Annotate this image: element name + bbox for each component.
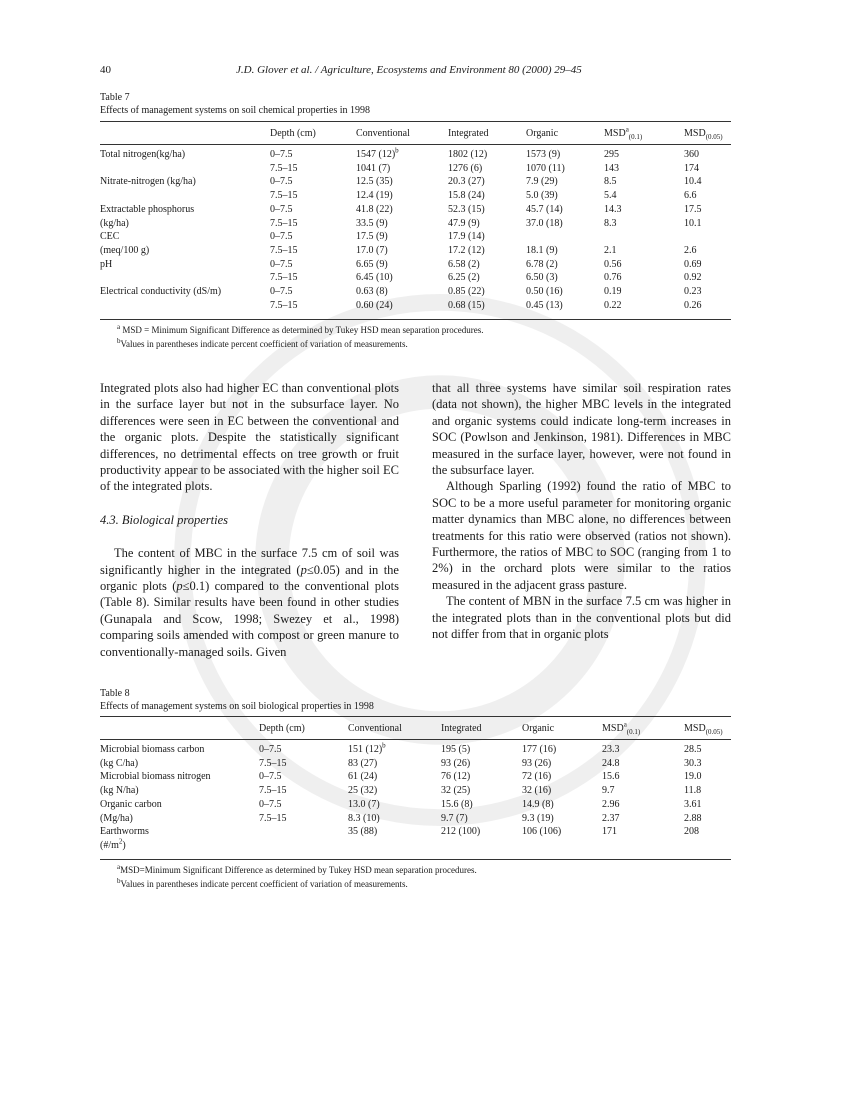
table-cell: 0.26: [684, 299, 702, 311]
table-row: [100, 230, 731, 244]
table-cell: 0–7.5: [259, 744, 282, 755]
table-cell: (Mg/ha): [100, 812, 133, 824]
table-cell: 7.9 (29): [526, 176, 558, 188]
paragraph: Integrated plots also had higher EC than conventional plots in the surface layer but not in the subsurface layer. No differences were seen in EC between the conventional and the organic plots. Despite the statistically significant differences, no detrimental effects on tree growth or fruit productivity appear to be associated with the higher soil EC of the integrated plots.: [100, 381, 399, 494]
table-cell: 3.61: [684, 798, 702, 810]
table7-header-rule: [100, 144, 731, 145]
table-cell: 8.3 (10): [348, 812, 380, 824]
table-cell: 10.1: [684, 217, 702, 229]
table-cell: 93 (26): [522, 757, 552, 769]
table-row: [100, 784, 731, 798]
table-row: [100, 770, 731, 784]
table-cell: 15.6 (8): [441, 798, 473, 810]
table-cell: [259, 825, 348, 839]
table7-header-cell: Integrated: [448, 128, 489, 139]
table-cell: Nitrate-nitrogen (kg/ha): [100, 176, 196, 188]
table-cell: [526, 230, 604, 244]
paragraph: Although Sparling (1992) found the ratio of MBC to SOC to be a more useful parameter for monitoring organic matter dynamics than MBC alone, no differences between treatments for this ratio were observed (ratios not shown). Furthermore, the ratios of MBC to SOC (ranging from 1 to 2%) in the orchard plots were similar to the ratios measured in the adjacent grass pasture.: [432, 479, 731, 592]
table-cell: 24.8: [602, 757, 620, 769]
table8-footnote-b: $^b$Values in parentheses indicate percent coefficient of variation of measurements.: [117, 877, 408, 889]
table-cell: $(\#/m^2)$: [100, 837, 126, 851]
table8-header-cell: Integrated: [441, 723, 482, 734]
table-cell: 2.6: [684, 244, 697, 256]
table7-footnote-a: $^a$ MSD = Minimum Significant Difference as determined by Tukey HSD mean separation procedures.: [117, 323, 484, 335]
table-cell: 0–7.5: [259, 798, 282, 810]
table-cell: 106 (106): [522, 826, 562, 838]
table-cell: 12.4 (19): [356, 190, 393, 202]
table-cell: 52.3 (15): [448, 203, 485, 215]
table-cell: 0–7.5: [270, 149, 293, 160]
table-cell: 28.5: [684, 744, 702, 755]
table7-header-cell: Organic: [526, 128, 559, 139]
table-cell: 0.56: [604, 258, 622, 270]
table-cell: 7.5–15: [270, 299, 298, 311]
table-cell: 0.23: [684, 286, 702, 298]
table8-caption: Effects of management systems on soil biological properties in 1998: [100, 701, 374, 712]
table-cell: 6.50 (3): [526, 272, 558, 284]
table-cell: 1276 (6): [448, 162, 483, 174]
table-row: [100, 203, 731, 217]
table-cell: 32 (25): [441, 785, 471, 797]
table-cell: 14.9 (8): [522, 798, 554, 810]
running-title: J.D. Glover et al. / Agriculture, Ecosystems and Environment 80 (2000) 29–45: [236, 64, 582, 76]
table-cell: 19.0: [684, 771, 702, 783]
table-cell: 0–7.5: [270, 203, 293, 215]
paragraph: The content of MBN in the surface 7.5 cm was higher in the integrated plots than in the conventional plots but did not differ from that in organic plots: [432, 594, 731, 642]
table-cell: 76 (12): [441, 771, 471, 783]
table-row: [100, 825, 731, 839]
table-cell: 72 (16): [522, 771, 552, 783]
table-cell: 195 (5): [441, 744, 471, 755]
table-cell: 0.85 (22): [448, 286, 485, 298]
table7-label: Table 7: [100, 92, 130, 103]
table-cell: Earthworms: [100, 826, 149, 838]
table-cell: 1573 (9): [526, 149, 561, 160]
table-cell: 0.60 (24): [356, 299, 393, 311]
table-cell: 2.88: [684, 812, 702, 824]
table-cell: Electrical conductivity (dS/m): [100, 286, 222, 298]
table-cell: 177 (16): [522, 744, 557, 755]
table-cell: 37.0 (18): [526, 217, 563, 229]
table-cell: 208: [684, 826, 699, 838]
table-cell: 0.50 (16): [526, 286, 563, 298]
table-row: [100, 258, 731, 272]
table-row: [100, 175, 731, 189]
table-row: [100, 285, 731, 299]
table-cell: 8.3: [604, 217, 617, 229]
table-cell: 25 (32): [348, 785, 378, 797]
table-row: [100, 271, 731, 285]
table-cell: 0.92: [684, 272, 702, 284]
table-cell: 93 (26): [441, 757, 471, 769]
table-cell: 0–7.5: [270, 286, 293, 298]
table-cell: [100, 189, 270, 203]
table-row: [100, 189, 731, 203]
table-cell: 17.5 (9): [356, 231, 388, 243]
table-cell: 6.78 (2): [526, 258, 558, 270]
table-cell: 7.5–15: [259, 812, 287, 824]
table-cell: 5.4: [604, 190, 617, 202]
table7-footnote-b: $^b$Values in parentheses indicate percent coefficient of variation of measurements.: [117, 337, 408, 349]
table7-caption: Effects of management systems on soil chemical properties in 1998: [100, 105, 371, 116]
table-cell: 35 (88): [348, 826, 378, 838]
table8-header-cell: $MSD_{(0.05)}$: [684, 723, 723, 736]
table-cell: [604, 230, 684, 244]
table-cell: 0.69: [684, 258, 702, 270]
table-cell: 0–7.5: [270, 258, 293, 270]
section-heading: 4.3. Biological properties: [100, 512, 228, 527]
table-cell: 7.5–15: [270, 244, 298, 256]
left-column: [100, 380, 399, 660]
table-cell: Microbial biomass carbon: [100, 744, 205, 755]
table-cell: [348, 839, 441, 853]
table-row: [100, 743, 731, 757]
table-cell: 6.25 (2): [448, 272, 480, 284]
table-cell: 1041 (7): [356, 162, 391, 174]
table-row: [100, 299, 731, 313]
table-cell: 9.7 (7): [441, 812, 468, 824]
table-cell: 2.1: [604, 244, 617, 256]
table-cell: 6.45 (10): [356, 272, 393, 284]
table-row: [100, 812, 731, 826]
table-cell: 83 (27): [348, 757, 378, 769]
table7-header-cell: Conventional: [356, 128, 410, 139]
table-cell: 7.5–15: [270, 272, 298, 284]
table-cell: 23.3: [602, 744, 620, 755]
table-cell: Total nitrogen(kg/ha): [100, 149, 186, 160]
table-row: [100, 839, 731, 853]
table-cell: 0–7.5: [259, 771, 282, 783]
table-cell: (meq/100 g): [100, 244, 150, 256]
table-cell: 17.5: [684, 203, 702, 215]
table-cell: 32 (16): [522, 785, 552, 797]
table-cell: 212 (100): [441, 826, 481, 838]
table-row: [100, 244, 731, 258]
table-cell: 6.65 (9): [356, 258, 388, 270]
table-row: [100, 757, 731, 771]
table-cell: 9.7: [602, 785, 615, 797]
table-cell: Extractable phosphorus: [100, 203, 195, 215]
table-cell: 2.96: [602, 798, 620, 810]
table-cell: [684, 230, 731, 244]
table-cell: 7.5–15: [259, 757, 287, 769]
table-row: [100, 148, 731, 162]
table8-label: Table 8: [100, 688, 130, 699]
table-cell: 0.76: [604, 272, 622, 284]
table-cell: 12.5 (35): [356, 176, 393, 188]
table-cell: (kg/ha): [100, 217, 129, 229]
table-cell: 171: [602, 826, 617, 838]
table-cell: 17.9 (14): [448, 231, 485, 243]
right-column: [432, 380, 731, 643]
table-cell: [100, 271, 270, 285]
page-number: 40: [100, 64, 111, 76]
table-cell: 295: [604, 149, 619, 160]
table8-header-cell: $MSD^a_{(0.1)}$: [602, 720, 641, 736]
table-cell: 10.4: [684, 176, 702, 188]
table-cell: [441, 839, 522, 853]
table-cell: [100, 162, 270, 176]
table7-top-rule: [100, 121, 731, 122]
table-cell: 0.45 (13): [526, 299, 563, 311]
table7-header-cell: Depth (cm): [270, 128, 316, 139]
table-cell: 15.8 (24): [448, 190, 485, 202]
table-cell: 47.9 (9): [448, 217, 480, 229]
table-cell: 20.3 (27): [448, 176, 485, 188]
table-cell: [684, 839, 731, 853]
paragraph: that all three systems have similar soil respiration rates (data not shown), the higher MBC levels in the integrated and organic systems could indicate long-term increases in SOC (Powlson and Jenkinson, 1981). Differences in MBC measured in the surface layer, however, were not found in the subsurface layer.: [432, 381, 731, 478]
table-cell: 33.5 (9): [356, 217, 388, 229]
table-row: [100, 217, 731, 231]
table8-bottom-rule: [100, 859, 731, 860]
table-cell: 41.8 (22): [356, 203, 393, 215]
table-cell: 1802 (12): [448, 149, 488, 160]
table8-header-rule: [100, 739, 731, 740]
table-cell: [602, 839, 684, 853]
table-cell: 0–7.5: [270, 231, 293, 243]
table-cell: 0.22: [604, 299, 622, 311]
table-cell: 8.5: [604, 176, 617, 188]
table-cell: 0.63 (8): [356, 286, 388, 298]
table-cell: pH: [100, 258, 113, 270]
table8-footnote-a: $^a$MSD=Minimum Significant Difference as determined by Tukey HSD mean separation procedures.: [117, 863, 477, 875]
table-cell: 45.7 (14): [526, 203, 563, 215]
table-cell: 143: [604, 162, 619, 174]
table-cell: CEC: [100, 231, 120, 243]
table7-header-cell: $MSD_{(0.05)}$: [684, 128, 723, 141]
table-cell: 30.3: [684, 757, 702, 769]
table-cell: 7.5–15: [270, 162, 298, 174]
table-cell: [522, 839, 602, 853]
table-row: [100, 798, 731, 812]
paragraph: The content of MBC in the surface 7.5 cm of soil was significantly higher in the integrated (p≤0.05) and in the organic plots (p≤0.1) compared to the conventional plots (Table 8). Similar results have been found in other studies (Gunapala and Scow, 1998; Swezey et al., 1998) comparing soils amended with compost or green manure to conventionally-managed soils. Given: [100, 546, 400, 659]
table-cell: 17.0 (7): [356, 244, 388, 256]
table-cell: 14.3: [604, 203, 622, 215]
table-cell: 360: [684, 149, 699, 160]
table-cell: 11.8: [684, 785, 702, 797]
table-cell: 2.37: [602, 812, 620, 824]
table-cell: 0.68 (15): [448, 299, 485, 311]
table-cell: 61 (24): [348, 771, 378, 783]
table8-header-cell: Organic: [522, 723, 555, 734]
table-cell: 1547 $(12)^b$: [356, 146, 399, 160]
table-cell: [100, 299, 270, 313]
table-cell: Organic carbon: [100, 798, 162, 810]
table-cell: 0.19: [604, 286, 622, 298]
table-cell: [259, 839, 348, 853]
table-cell: 7.5–15: [259, 785, 287, 797]
table-cell: 6.6: [684, 190, 697, 202]
table-cell: 7.5–15: [270, 217, 298, 229]
table-cell: 9.3 (19): [522, 812, 554, 824]
table7-bottom-rule: [100, 319, 731, 320]
table-cell: Microbial biomass nitrogen: [100, 771, 211, 783]
table-cell: 7.5–15: [270, 190, 298, 202]
table7-header-cell: $MSD^a_{(0.1)}$: [604, 125, 643, 141]
table-cell: 1070 (11): [526, 162, 565, 174]
table-cell: 5.0 (39): [526, 190, 558, 202]
table-cell: 174: [684, 162, 699, 174]
table-cell: 17.2 (12): [448, 244, 485, 256]
table7: [100, 125, 731, 312]
table-cell: 15.6: [602, 771, 620, 783]
table-cell: 151 $(12)^b$: [348, 741, 386, 755]
table-cell: 13.0 (7): [348, 798, 380, 810]
table-cell: 6.58 (2): [448, 258, 480, 270]
table8-header-cell: Conventional: [348, 723, 402, 734]
table-row: [100, 162, 731, 176]
table-cell: (kg N/ha): [100, 785, 139, 797]
table8-header-cell: Depth (cm): [259, 723, 305, 734]
table-cell: 18.1 (9): [526, 244, 558, 256]
table-cell: 0–7.5: [270, 176, 293, 188]
table-cell: (kg C/ha): [100, 757, 139, 769]
table8-top-rule: [100, 716, 731, 717]
